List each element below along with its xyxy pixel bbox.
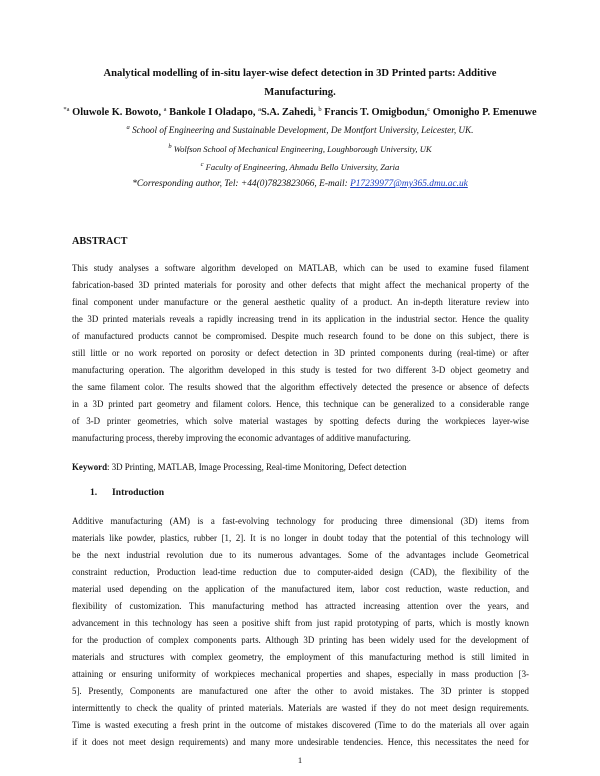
- intro-line: 5]. Presently, Components are manufactured one after the other to avoid mistakes. The 3D printer is stopped: [72, 686, 529, 696]
- author-sup: c: [427, 106, 431, 113]
- affiliation-sup: b: [168, 143, 172, 150]
- keywords-label: Keyword: [72, 462, 108, 472]
- page-number: 1: [297, 755, 303, 765]
- intro-line: Additive manufacturing (AM) is a fast-evolving technology for producing three dimensional (3D) items from: [72, 516, 529, 526]
- abstract-line: of manufactured products cannot be compromised. Despite much research found to be done on this subject, there is: [72, 331, 529, 341]
- affiliation-a: [40, 124, 560, 136]
- paper-title: [70, 64, 530, 102]
- affiliation-sup: c: [200, 161, 204, 168]
- author-name: S.A. Zahedi,: [260, 107, 319, 118]
- author-list: [40, 106, 560, 120]
- intro-line: flexibility of customization. This manufacturing method has attracted increasing attention over the years, and: [72, 601, 529, 611]
- abstract-line: the same filament color. The results showed that the algorithm effectively detected the presence or absence of defects: [72, 382, 529, 392]
- author-sup: *a: [63, 106, 70, 113]
- abstract-heading: ABSTRACT: [72, 236, 128, 247]
- intro-line: intermittently to check the quality of printed materials. Materials are wasted if they do not meet design requirements.: [72, 703, 529, 713]
- title-line-1: Analytical modelling of in-situ layer-wise defect detection in 3D Printed parts: Additive: [103, 68, 497, 79]
- abstract-line: fabrication-based 3D printed materials for porosity and other defects that might affect the mechanical property of the: [72, 280, 529, 290]
- section-heading: [90, 487, 164, 498]
- intro-line: be the next industrial revolution due to its numerous advantages. Some of the advantages include Geometrical: [72, 550, 529, 560]
- section-title: Introduction: [112, 487, 165, 498]
- title-line-2: Manufacturing.: [264, 87, 336, 98]
- intro-line: materials like powder, plastics, rubber [1, 2]. It is no longer in doubt today that the potential of this technology will: [72, 533, 529, 543]
- intro-line: constraint reduction, Production lead-time reduction due to computer-aided design (CAD), the flexibility of the: [72, 567, 529, 577]
- intro-line: material used depending on the application of the manufactured item, labor cost reduction, waste reduction, and: [72, 584, 529, 594]
- abstract-line: final component under manufacture or the general aesthetic quality of a product. An in-depth literature review into: [72, 297, 529, 307]
- introduction-body: [72, 513, 529, 751]
- corresponding-text: *Corresponding author, Tel: +44(0)7823823066, E-mail:: [132, 179, 351, 189]
- abstract-line: of 3-D printer geometries, which solve material wastages by spotting defects during the workpieces layer-wise: [72, 416, 529, 426]
- intro-line: advancement in this technology has seen a positive shift from just rapid prototyping of parts, which is mostly known: [72, 618, 529, 628]
- keywords: [72, 462, 407, 472]
- author-sup: a: [163, 106, 167, 113]
- abstract-line: manufacturing operation. The algorithm developed in this study is tested for two different 3-D object geometry and: [72, 365, 529, 375]
- author-name: Bankole I Oladapo,: [166, 107, 259, 118]
- affiliation-text: School of Engineering and Sustainable Development, De Montfort University, Leicester, UK.: [129, 125, 474, 135]
- abstract-line: in a 3D printed part geometry and filament colors. Hence, this technique can be generalized to a considerable range: [72, 399, 529, 409]
- author-name: Oluwole K. Bowoto,: [69, 107, 164, 118]
- affiliation-b: [40, 143, 560, 155]
- corresponding-author: [40, 178, 560, 191]
- intro-line: Time is wasted executing a fresh print in the outcome of mistakes discovered (Time to do the materials all over again: [72, 720, 529, 730]
- affiliation-text: Faculty of Engineering, Ahmadu Bello University, Zaria: [203, 162, 400, 172]
- abstract-line: the 3D printed materials reveals a rapidly increasing trend in its application in the industrial sector. Hence the quality: [72, 314, 529, 324]
- intro-line: attaining or ensuring uniformity of workpieces mechanical properties and shapes, especially in mass production [3-: [72, 669, 529, 679]
- author-name: Omonigho P. Emenuwe: [430, 107, 537, 118]
- keywords-text: : 3D Printing, MATLAB, Image Processing, Real-time Monitoring, Defect detection: [107, 462, 407, 472]
- intro-line: materials and structures with complex geometry, the employment of this manufacturing method is still limited in: [72, 652, 529, 662]
- email-link[interactable]: P17239977@my365.dmu.ac.uk: [350, 179, 468, 189]
- abstract-line: This study analyses a software algorithm developed on MATLAB, which can be used to examine fused filament: [72, 263, 529, 273]
- author-name: Francis T. Omigbodun,: [321, 107, 428, 118]
- abstract-line: manufacturing process, thereby improving the economic advantages of additive manufacturing.: [72, 433, 411, 443]
- author-sup: b: [318, 106, 322, 113]
- intro-line: if it does not meet design requirements) and many more undesirable tendencies. Hence, this necessitates the need for: [72, 737, 529, 747]
- intro-line: for the production of complex components parts. Although 3D printing has been widely used for the development of: [72, 635, 529, 645]
- affiliation-text: Wolfson School of Mechanical Engineering, Loughborough University, UK: [171, 144, 432, 154]
- author-sup: a: [258, 106, 261, 113]
- affiliation-sup: a: [126, 124, 130, 131]
- section-number: 1.: [90, 487, 98, 498]
- affiliation-c: [40, 161, 560, 173]
- abstract-line: still little or no work reported on porosity or defect detection in 3D printed components during (real-time) or after: [72, 348, 529, 358]
- abstract-body: [72, 260, 529, 447]
